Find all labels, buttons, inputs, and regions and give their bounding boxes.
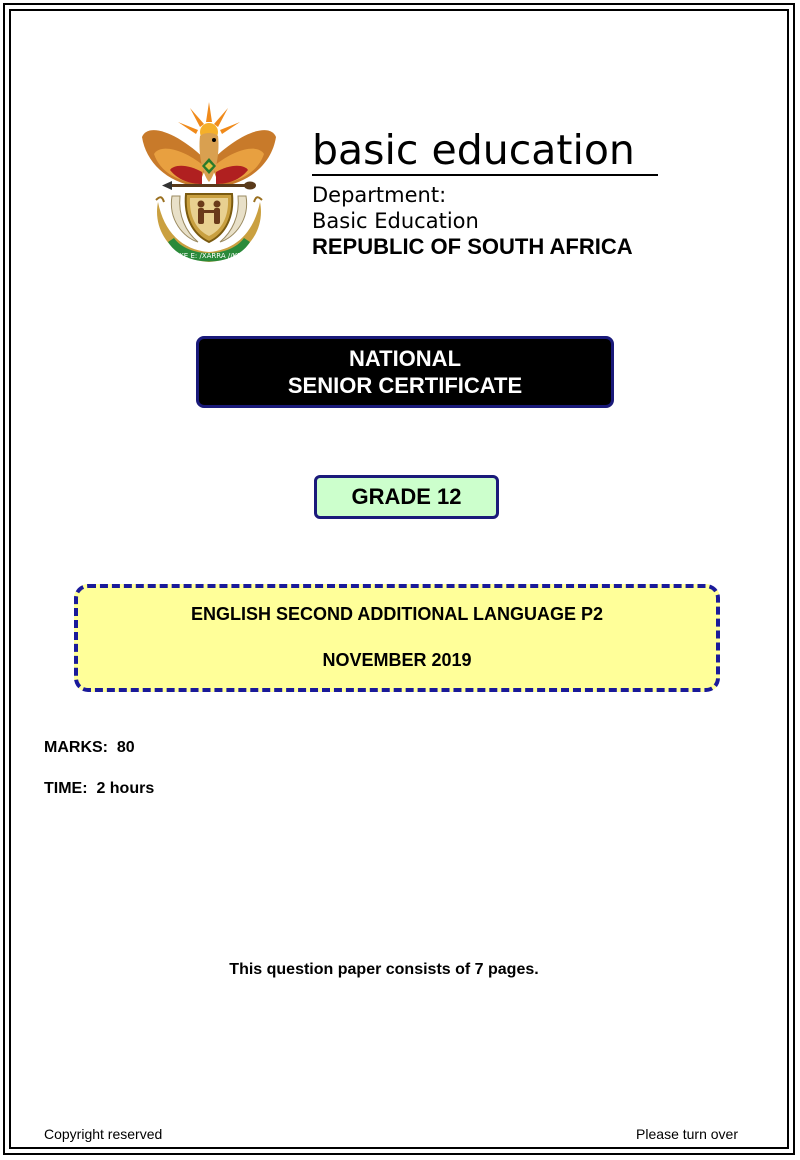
department-name: Basic Education	[312, 209, 479, 233]
department-label: Department:	[312, 183, 447, 207]
coat-of-arms-icon	[138, 92, 280, 274]
exam-subject-box	[74, 584, 720, 692]
brand-title: basic education	[312, 126, 635, 174]
certificate-line-1: NATIONAL	[348, 346, 462, 371]
motto-text: !KE E: /XARRA //KE	[176, 252, 242, 260]
exam-subject: ENGLISH SECOND ADDITIONAL LANGUAGE P2	[190, 604, 604, 624]
exam-session: NOVEMBER 2019	[322, 650, 472, 670]
time-info: TIME: 2 hours	[44, 780, 155, 797]
certificate-line-2: SENIOR CERTIFICATE	[287, 373, 523, 398]
footer-turn-over: Please turn over	[636, 1126, 738, 1142]
marks-info: MARKS: 80	[44, 739, 135, 756]
department-branding	[312, 126, 660, 260]
grade-badge: GRADE 12	[314, 475, 499, 519]
page-count-note: This question paper consists of 7 pages.	[229, 961, 539, 978]
country-name: REPUBLIC OF SOUTH AFRICA	[312, 234, 633, 259]
certificate-banner	[196, 336, 614, 408]
footer-copyright: Copyright reserved	[44, 1126, 163, 1142]
brand-underline	[312, 174, 658, 176]
